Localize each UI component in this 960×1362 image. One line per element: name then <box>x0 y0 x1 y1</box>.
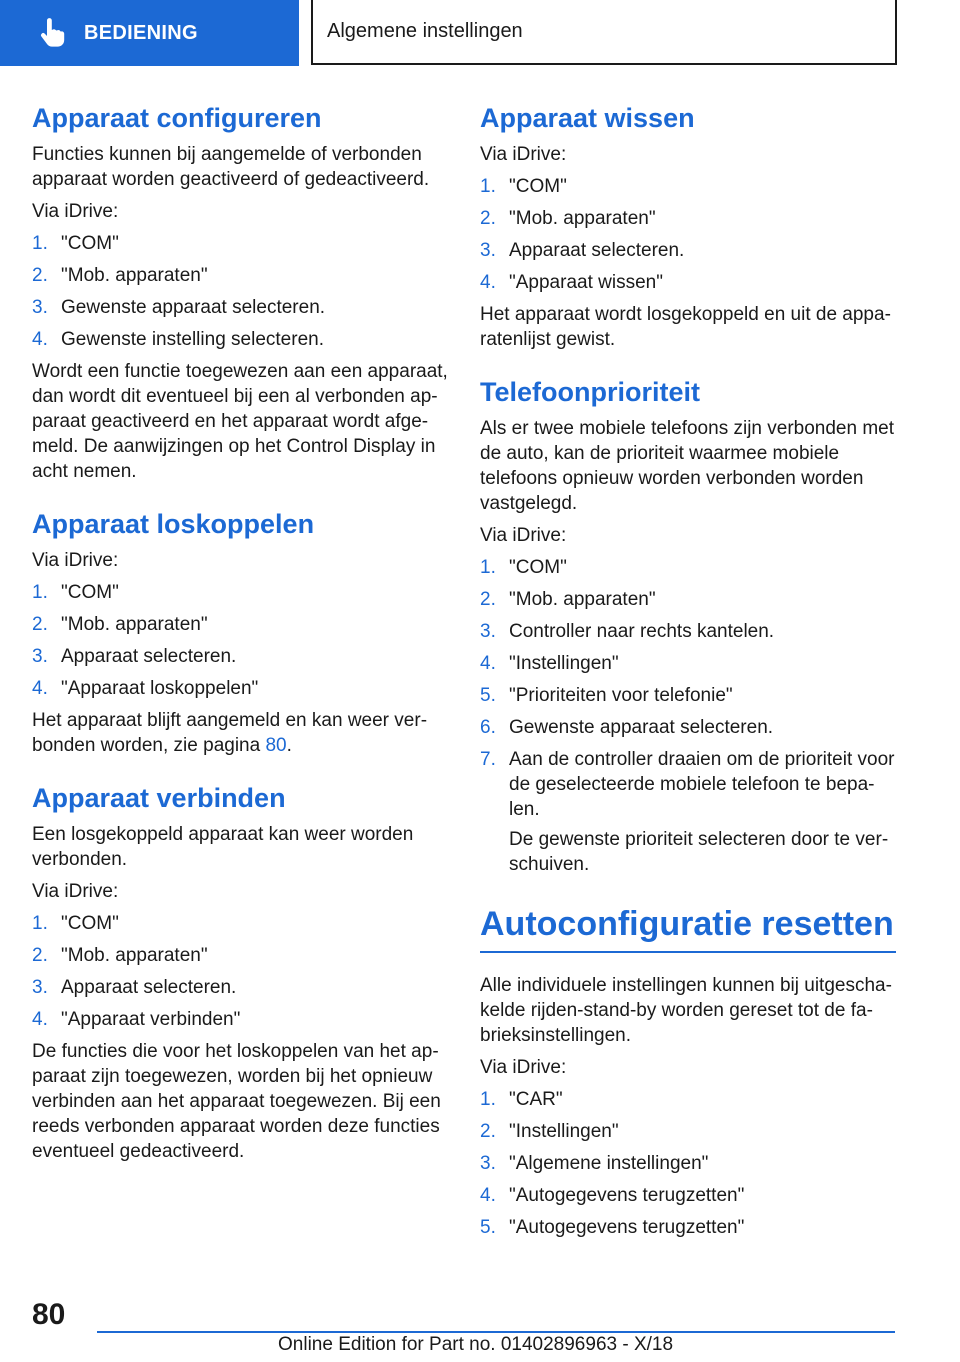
paragraph: De functies die voor het loskoppelen van het apparaat zijn toegewezen, worden bij het opnieuw verbinden aan het apparaat toegewezen. Bij een reeds verbonden apparaat worden deze functies eventueel gedeactiveerd. <box>32 1041 441 1162</box>
page-number: 80 <box>32 1298 66 1331</box>
step-number: 1. <box>480 176 496 197</box>
list-item <box>480 587 896 612</box>
page-link[interactable]: 80 <box>265 735 287 756</box>
step-text: Gewenste instelling selecteren. <box>61 329 324 350</box>
step-number: 3. <box>32 297 48 318</box>
chapter-tab[interactable] <box>0 0 299 66</box>
section-title: Apparaat wissen <box>480 103 695 133</box>
step-number: 4. <box>480 1185 496 1206</box>
step-number: 3. <box>480 1153 496 1174</box>
list-item <box>32 580 448 605</box>
section-title: Telefoonprioriteit <box>480 377 700 407</box>
step-text: "Mob. apparaten" <box>509 589 656 610</box>
step-list <box>32 231 448 352</box>
list-item <box>480 1215 896 1240</box>
list-item <box>480 747 896 822</box>
step-text: "Autogegevens terugzetten" <box>509 1217 745 1238</box>
step-text: "Mob. apparaten" <box>61 614 208 635</box>
list-item <box>32 676 448 701</box>
via-idrive-label: Via iDrive: <box>32 550 119 571</box>
section-apparaat-verbinden <box>32 780 448 1164</box>
step-text: "Instellingen" <box>509 1121 619 1142</box>
list-item <box>32 644 448 669</box>
list-item <box>32 1007 448 1032</box>
section-autoconfiguratie-resetten <box>480 899 896 1240</box>
step-number: 3. <box>480 621 496 642</box>
step-text: "COM" <box>509 176 567 197</box>
note-text: Het apparaat blijft aangemeld en kan weer verbonden worden, zie pagina <box>32 710 428 756</box>
step-number: 4. <box>480 272 496 293</box>
section-title: Apparaat loskoppelen <box>32 509 315 539</box>
section-apparaat-wissen <box>480 100 896 352</box>
step-text: Aan de controller draaien om de prioriteit voor de geselecteerde mobiele telefoon te bepalen. <box>509 749 895 820</box>
step-text: "Autogegevens terugzetten" <box>509 1185 745 1206</box>
list-item <box>32 231 448 256</box>
list-item <box>480 238 896 263</box>
section-title: Apparaat configureren <box>32 103 322 133</box>
list-item <box>480 1183 896 1208</box>
paragraph: Wordt een functie toegewezen aan een apparaat, dan wordt dit eventueel bij een al verbonden apparaat geactiveerd en het apparaat wordt afgemeld. De aanwijzingen op het Control Display in acht nemen. <box>32 361 448 482</box>
list-item <box>480 1119 896 1144</box>
list-item <box>480 651 896 676</box>
step-text: "COM" <box>61 582 119 603</box>
paragraph <box>32 708 448 758</box>
step-number: 1. <box>480 1089 496 1110</box>
step-text: "Instellingen" <box>509 653 619 674</box>
list-item <box>480 1151 896 1176</box>
step-text: Gewenste apparaat selecteren. <box>509 717 774 738</box>
list-item <box>480 270 896 295</box>
step-list <box>32 580 448 701</box>
section-apparaat-loskoppelen <box>32 506 448 758</box>
via-idrive-label: Via iDrive: <box>480 144 567 165</box>
list-item <box>480 206 896 231</box>
paragraph: Het apparaat wordt losgekoppeld en uit de apparatenlijst gewist. <box>480 304 891 350</box>
section-apparaat-configureren <box>32 100 448 484</box>
via-idrive-label: Via iDrive: <box>32 201 119 222</box>
step-text: Apparaat selecteren. <box>61 977 237 998</box>
page-header <box>0 0 960 66</box>
step-text: "COM" <box>509 557 567 578</box>
section-title: Apparaat verbinden <box>32 783 286 813</box>
breadcrumb-text: Algemene instellingen <box>327 20 523 42</box>
via-idrive-label: Via iDrive: <box>480 1057 567 1078</box>
step-text: "Mob. apparaten" <box>61 265 208 286</box>
footer-edition: Online Edition for Part no. 01402896963 - X/18 <box>278 1334 674 1355</box>
paragraph: Als er twee mobiele telefoons zijn verbonden met de auto, kan de prioriteit waarmee mobiele telefoons opnieuw worden verbonden worden vastgelegd. <box>480 418 895 514</box>
footer-divider <box>97 1331 895 1333</box>
step-text: "Mob. apparaten" <box>509 208 656 229</box>
via-idrive-label: Via iDrive: <box>480 525 567 546</box>
step-number: 2. <box>480 1121 496 1142</box>
list-item <box>32 943 448 968</box>
step-text: "COM" <box>61 233 119 254</box>
step-number: 4. <box>32 329 48 350</box>
step-list <box>32 911 448 1032</box>
step-text: "Mob. apparaten" <box>61 945 208 966</box>
step-text: "Apparaat verbinden" <box>61 1009 241 1030</box>
step-list <box>480 174 896 295</box>
list-item <box>480 1087 896 1112</box>
chapter-tab-label: BEDIENING <box>84 21 198 44</box>
list-item <box>32 911 448 936</box>
list-item <box>480 619 896 644</box>
list-item <box>480 683 896 708</box>
step-number: 2. <box>32 265 48 286</box>
step-number: 1. <box>480 557 496 578</box>
step-text: Apparaat selecteren. <box>61 646 237 667</box>
step-number: 2. <box>32 945 48 966</box>
paragraph: Een losgekoppeld apparaat kan weer worden verbonden. <box>32 824 414 870</box>
step-text: "COM" <box>61 913 119 934</box>
list-item <box>32 295 448 320</box>
step-text: "Prioriteiten voor telefonie" <box>509 685 733 706</box>
hand-pointer-icon <box>38 18 66 48</box>
step-number: 4. <box>480 653 496 674</box>
breadcrumb <box>311 0 897 65</box>
chapter-heading: Autoconfiguratie resetten <box>480 899 896 953</box>
step-number: 4. <box>32 1009 48 1030</box>
list-item <box>32 612 448 637</box>
list-item <box>32 975 448 1000</box>
list-item <box>480 174 896 199</box>
list-item <box>480 555 896 580</box>
step-list <box>480 1087 896 1240</box>
step-number: 6. <box>480 717 496 738</box>
step-text: Controller naar rechts kantelen. <box>509 621 775 642</box>
step-number: 3. <box>480 240 496 261</box>
list-item <box>480 715 896 740</box>
step-number: 5. <box>480 685 496 706</box>
step-number: 2. <box>32 614 48 635</box>
list-item <box>32 263 448 288</box>
step-text: "CAR" <box>509 1089 563 1110</box>
step-number: 1. <box>32 582 48 603</box>
list-item <box>32 327 448 352</box>
step-text: "Apparaat wissen" <box>509 272 663 293</box>
note-text-end: . <box>286 735 292 756</box>
step-text: Apparaat selecteren. <box>509 240 685 261</box>
section-telefoonprioriteit <box>480 374 896 877</box>
step-text: "Algemene instellingen" <box>509 1153 709 1174</box>
step-number: 3. <box>32 646 48 667</box>
via-idrive-label: Via iDrive: <box>32 881 119 902</box>
step-text: "Apparaat loskoppelen" <box>61 678 259 699</box>
paragraph: Functies kunnen bij aangemelde of verbonden apparaat worden geactiveerd of gedeactiveerd. <box>32 144 430 190</box>
step-text: Gewenste apparaat selecteren. <box>61 297 326 318</box>
step-number: 7. <box>480 749 496 770</box>
step-sub-paragraph: De gewenste prioriteit selecteren door te verschuiven. <box>509 829 889 875</box>
paragraph: Alle individuele instellingen kunnen bij uitgeschakelde rijden-stand-by worden gereset tot de fabrieksinstellingen. <box>480 975 892 1046</box>
step-number: 1. <box>32 913 48 934</box>
step-number: 2. <box>480 589 496 610</box>
step-number: 3. <box>32 977 48 998</box>
step-number: 4. <box>32 678 48 699</box>
step-number: 5. <box>480 1217 496 1238</box>
step-number: 1. <box>32 233 48 254</box>
left-column <box>32 100 448 1186</box>
step-number: 2. <box>480 208 496 229</box>
step-list <box>480 555 896 822</box>
right-column <box>480 100 896 1262</box>
